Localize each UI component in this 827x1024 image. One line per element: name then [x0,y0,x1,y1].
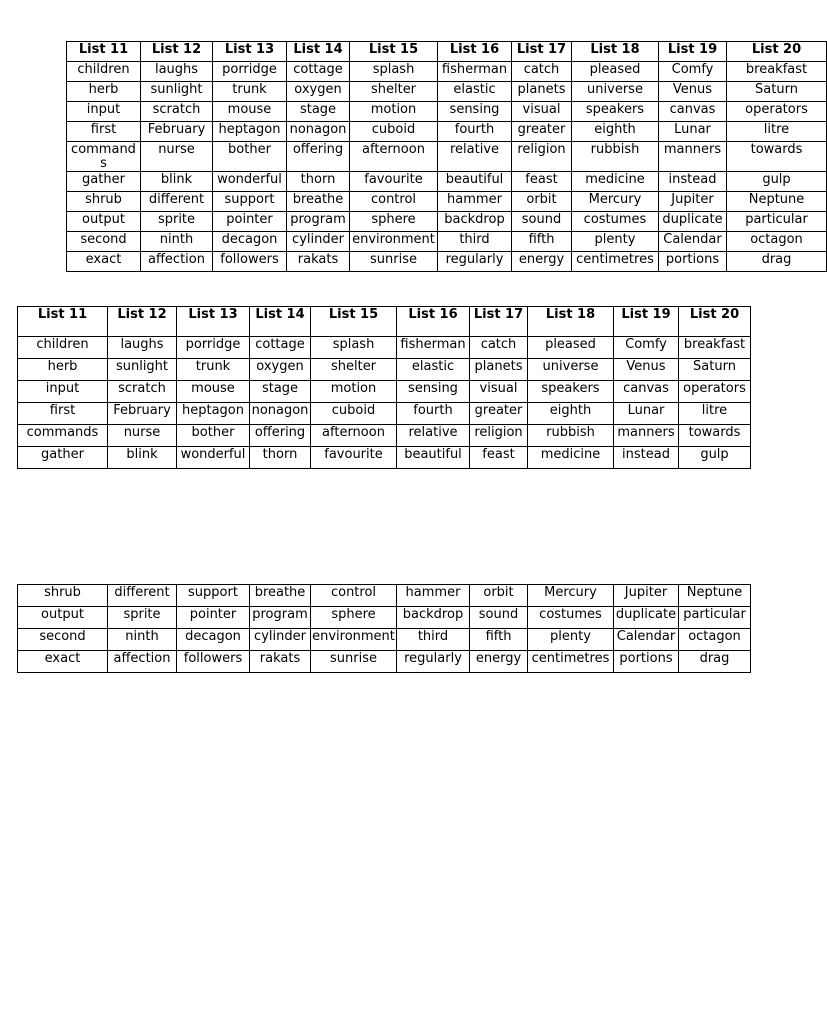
table-cell: wonderful [177,447,250,469]
table-cell: nurse [108,425,177,447]
table-cell: towards [679,425,751,447]
table-cell: religion [470,425,528,447]
table-cell: children [18,337,108,359]
table-row [18,425,751,447]
table-cell: environment [311,629,397,651]
table-cell: input [67,102,141,122]
table-cell: thorn [250,447,311,469]
table-cell: porridge [177,337,250,359]
table-cell: program [287,212,350,232]
table-cell: output [67,212,141,232]
table-cell: Lunar [614,403,679,425]
table-cell: support [213,192,287,212]
table-cell: pleased [572,62,659,82]
table-cell: herb [18,359,108,381]
table-cell: medicine [572,172,659,192]
column-header: List 19 [659,42,727,62]
table-cell: Jupiter [614,585,679,607]
table-cell: pointer [177,607,250,629]
table-cell: towards [727,142,827,172]
table-cell: universe [528,359,614,381]
table-cell: relative [397,425,470,447]
table-row [18,651,751,673]
table-cell: Calendar [659,232,727,252]
table-cell: fourth [438,122,512,142]
table-cell: beautiful [397,447,470,469]
table-cell: breakfast [679,337,751,359]
table-cell: backdrop [397,607,470,629]
table-cell: manners [614,425,679,447]
table-cell: oxygen [250,359,311,381]
table-cell: cylinder [250,629,311,651]
table-cell: Neptune [679,585,751,607]
table-cell: affection [141,252,213,272]
table-body [67,62,827,272]
column-header: List 14 [250,307,311,337]
table-cell: heptagon [177,403,250,425]
column-header: List 15 [311,307,397,337]
table-body [18,337,751,469]
table-cell: blink [141,172,213,192]
table-cell: costumes [528,607,614,629]
word-table-1-clip [66,41,808,306]
table-cell: planets [470,359,528,381]
table-cell: portions [614,651,679,673]
table-cell: fifth [512,232,572,252]
table-cell: sunlight [141,82,213,102]
table-cell: bother [177,425,250,447]
table-cell: second [18,629,108,651]
column-header: List 16 [397,307,470,337]
table-cell: February [108,403,177,425]
table-cell: plenty [572,232,659,252]
table-cell: ninth [141,232,213,252]
table-cell: stage [287,102,350,122]
column-header: List 17 [470,307,528,337]
table-cell: nurse [141,142,213,172]
table-cell: gather [18,447,108,469]
table-cell: plenty [528,629,614,651]
table-cell: ninth [108,629,177,651]
table-cell: wonderful [213,172,287,192]
table-cell: third [438,232,512,252]
table-cell: visual [470,381,528,403]
table-cell: output [18,607,108,629]
table-cell: control [311,585,397,607]
table-cell: litre [679,403,751,425]
table-cell: manners [659,142,727,172]
table-cell: offering [250,425,311,447]
table-cell: nonagon [250,403,311,425]
table-cell: Saturn [727,82,827,102]
table-row [67,172,827,192]
table-row [67,212,827,232]
table-cell: catch [512,62,572,82]
table-cell: universe [572,82,659,102]
table-cell: splash [350,62,438,82]
table-cell: first [18,403,108,425]
table-cell: eighth [528,403,614,425]
table-row [67,102,827,122]
table-cell: sound [470,607,528,629]
table-cell: drag [679,651,751,673]
table-row [18,337,751,359]
table-cell: input [18,381,108,403]
table-cell: sunrise [350,252,438,272]
table-cell: porridge [213,62,287,82]
table-row [67,252,827,272]
table-cell: elastic [397,359,470,381]
table-cell: favourite [311,447,397,469]
table-cell: sphere [350,212,438,232]
table-row [18,629,751,651]
table-row [67,192,827,212]
table-cell: laughs [141,62,213,82]
table-cell: drag [727,252,827,272]
table-cell: third [397,629,470,651]
table-cell: scratch [141,102,213,122]
table-cell: gather [67,172,141,192]
table-cell: sound [512,212,572,232]
table-cell: nonagon [287,122,350,142]
column-header: List 19 [614,307,679,337]
table-cell: visual [512,102,572,122]
table-cell: affection [108,651,177,673]
table-cell: different [141,192,213,212]
table-cell: shrub [67,192,141,212]
column-header: List 14 [287,42,350,62]
table-cell: heptagon [213,122,287,142]
table-row [18,585,751,607]
table-cell: particular [727,212,827,232]
table-cell: sensing [397,381,470,403]
table-cell: breakfast [727,62,827,82]
word-table-1 [66,41,827,272]
table-cell: backdrop [438,212,512,232]
table-cell: shrub [18,585,108,607]
table-cell: orbit [470,585,528,607]
table-cell: environment [350,232,438,252]
table-row [18,381,751,403]
table-cell: Venus [659,82,727,102]
table-row [18,447,751,469]
table-cell: Jupiter [659,192,727,212]
table-cell: rakats [250,651,311,673]
table-cell: afternoon [350,142,438,172]
table-cell: costumes [572,212,659,232]
table-cell: splash [311,337,397,359]
table-row [67,232,827,252]
table-cell: sprite [141,212,213,232]
table-cell: Venus [614,359,679,381]
table-cell: commands [18,425,108,447]
table-cell: gulp [679,447,751,469]
table-cell: laughs [108,337,177,359]
column-header: List 12 [108,307,177,337]
word-table-3 [17,584,751,673]
table-cell: cylinder [287,232,350,252]
table-cell: canvas [659,102,727,122]
table-cell: exact [67,252,141,272]
table-cell: followers [177,651,250,673]
column-header: List 18 [572,42,659,62]
table-cell: pleased [528,337,614,359]
table-cell: cottage [287,62,350,82]
table-cell: herb [67,82,141,102]
table-cell: blink [108,447,177,469]
table-cell: first [67,122,141,142]
table-cell: beautiful [438,172,512,192]
table-cell: centimetres [528,651,614,673]
table-cell: bother [213,142,287,172]
table-cell: second [67,232,141,252]
column-header: List 13 [213,42,287,62]
table-row [18,403,751,425]
table-cell: shelter [350,82,438,102]
table-cell: duplicate [614,607,679,629]
table-cell: octagon [727,232,827,252]
table-cell: cuboid [350,122,438,142]
table-cell: trunk [213,82,287,102]
table-row [18,607,751,629]
table-cell: control [350,192,438,212]
table-cell: portions [659,252,727,272]
table-cell: support [177,585,250,607]
table-row [67,82,827,102]
table-cell: eighth [572,122,659,142]
table-cell: thorn [287,172,350,192]
word-table-2 [17,306,751,469]
table-cell: canvas [614,381,679,403]
table-cell: different [108,585,177,607]
table-cell: energy [512,252,572,272]
table-cell: commands [67,142,141,172]
table-cell: Calendar [614,629,679,651]
column-header: List 16 [438,42,512,62]
table-cell: fisherman [438,62,512,82]
table-cell: planets [512,82,572,102]
column-header: List 11 [67,42,141,62]
table-cell: energy [470,651,528,673]
table-cell: sunlight [108,359,177,381]
table-header-row [67,42,827,62]
table-cell: sprite [108,607,177,629]
column-header: List 11 [18,307,108,337]
table-cell: breathe [287,192,350,212]
column-header: List 20 [679,307,751,337]
table-cell: litre [727,122,827,142]
column-header: List 17 [512,42,572,62]
table-cell: fourth [397,403,470,425]
table-cell: sunrise [311,651,397,673]
table-row [18,359,751,381]
table-cell: Mercury [528,585,614,607]
table-cell: feast [470,447,528,469]
table-cell: particular [679,607,751,629]
table-cell: duplicate [659,212,727,232]
table-cell: centimetres [572,252,659,272]
table-cell: Comfy [614,337,679,359]
table-cell: afternoon [311,425,397,447]
column-header: List 18 [528,307,614,337]
table-cell: orbit [512,192,572,212]
table-cell: Neptune [727,192,827,212]
table-cell: greater [470,403,528,425]
table-cell: pointer [213,212,287,232]
table-cell: stage [250,381,311,403]
table-cell: cottage [250,337,311,359]
table-cell: speakers [528,381,614,403]
table-cell: Mercury [572,192,659,212]
table-cell: favourite [350,172,438,192]
table-header-row [18,307,751,337]
table-cell: rubbish [572,142,659,172]
table-cell: operators [679,381,751,403]
column-header: List 12 [141,42,213,62]
table-cell: Comfy [659,62,727,82]
table-cell: operators [727,102,827,122]
table-cell: feast [512,172,572,192]
table-cell: program [250,607,311,629]
table-cell: fisherman [397,337,470,359]
table-cell: Lunar [659,122,727,142]
table-cell: medicine [528,447,614,469]
table-cell: regularly [397,651,470,673]
table-cell: breathe [250,585,311,607]
table-body [18,585,751,673]
table-cell: cuboid [311,403,397,425]
table-cell: gulp [727,172,827,192]
column-header: List 13 [177,307,250,337]
table-cell: oxygen [287,82,350,102]
table-cell: mouse [177,381,250,403]
table-cell: offering [287,142,350,172]
table-cell: exact [18,651,108,673]
table-cell: instead [659,172,727,192]
table-cell: trunk [177,359,250,381]
table-cell: greater [512,122,572,142]
table-cell: sensing [438,102,512,122]
table-cell: children [67,62,141,82]
table-cell: rubbish [528,425,614,447]
table-cell: decagon [213,232,287,252]
table-cell: sphere [311,607,397,629]
table-cell: elastic [438,82,512,102]
table-cell: hammer [397,585,470,607]
table-cell: hammer [438,192,512,212]
table-cell: speakers [572,102,659,122]
table-cell: Saturn [679,359,751,381]
column-header: List 15 [350,42,438,62]
table-cell: decagon [177,629,250,651]
table-cell: followers [213,252,287,272]
table-cell: relative [438,142,512,172]
table-cell: scratch [108,381,177,403]
table-cell: February [141,122,213,142]
table-cell: fifth [470,629,528,651]
table-cell: shelter [311,359,397,381]
table-row [67,122,827,142]
column-header: List 20 [727,42,827,62]
table-row [67,62,827,82]
table-cell: instead [614,447,679,469]
table-cell: motion [350,102,438,122]
table-cell: mouse [213,102,287,122]
table-row [67,142,827,172]
table-cell: catch [470,337,528,359]
table-cell: motion [311,381,397,403]
table-cell: regularly [438,252,512,272]
table-cell: octagon [679,629,751,651]
table-cell: religion [512,142,572,172]
table-cell: rakats [287,252,350,272]
